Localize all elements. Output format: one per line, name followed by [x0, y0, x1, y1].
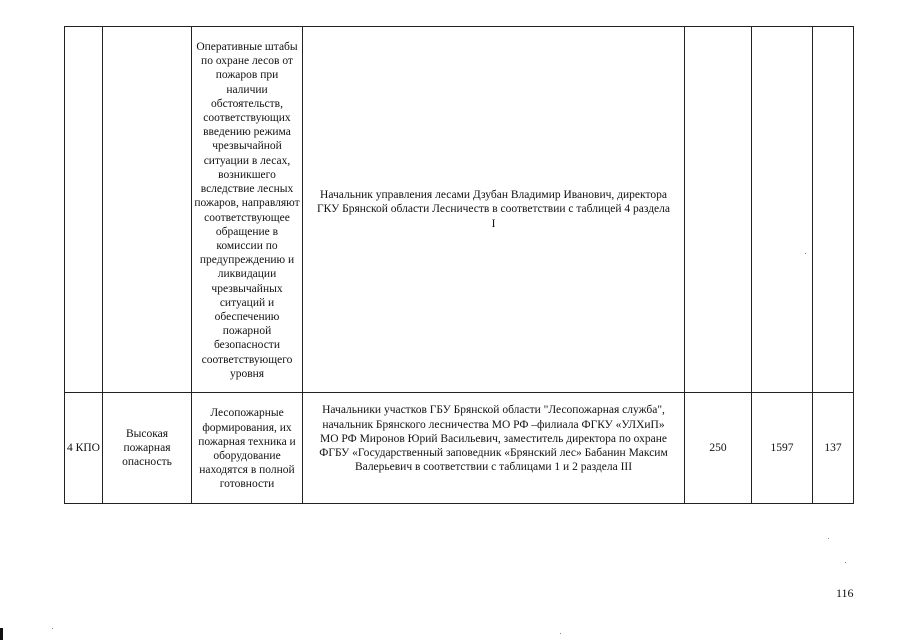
table-row: [65, 393, 854, 504]
row-number-cell: 4 КПО: [65, 393, 103, 504]
measures-cell: [192, 27, 303, 393]
scan-speck: [52, 628, 53, 629]
responsible-text: Начальник управления лесами Дзубан Владимир Иванович, директора ГКУ Брянской области Лесничеств в соответствии с таблицей 4 раздела I: [317, 189, 671, 230]
measures-cell: [192, 393, 303, 504]
scan-speck: [845, 562, 846, 563]
responsible-cell: [303, 27, 685, 393]
value-cell-3: 137: [813, 393, 854, 504]
fire-danger-measures-table: [64, 26, 854, 504]
page-number: 116: [836, 586, 854, 600]
value-cell-2: [752, 27, 813, 393]
scan-speck: [805, 253, 806, 254]
value-cell-3: [813, 27, 854, 393]
scan-artifact: [0, 628, 3, 640]
responsible-cell: [303, 393, 685, 504]
scan-speck: [828, 538, 829, 539]
measures-text: Оперативные штабы по охране лесов от пожаров при наличии обстоятельств, соответствующих введению режима чрезвычайной ситуации в лесах, возникшего вследствие лесных пожаров, направляют соответствующее обращение в комиссии по предупреждению и ликвидации чрезвычайных ситуаций и обеспечению пожарной безопасности соответствующего уровня: [194, 41, 300, 380]
scan-speck: [560, 633, 561, 634]
row-number-cell: [65, 27, 103, 393]
value-cell-1: 250: [685, 393, 752, 504]
value-cell-2: 1597: [752, 393, 813, 504]
responsible-text: Начальники участков ГБУ Брянской области "Лесопожарная служба", начальник Брянского лесничества МО РФ –филиала ФГКУ «УЛХиП» МО РФ Миронов Юрий Васильевич, заместитель директора по охране ФГБУ «Государственный заповедник «Брянский лес» Бабанин Максим Валерьевич в соответствии с таблицами 1 и 2 раздела III: [319, 404, 668, 474]
danger-level-cell: [103, 27, 192, 393]
measures-text: Лесопожарные формирования, их пожарная техника и оборудование находятся в полной готовности: [198, 407, 296, 491]
table-row: [65, 27, 854, 393]
value-cell-1: [685, 27, 752, 393]
danger-level-cell: Высокая пожарная опасность: [103, 393, 192, 504]
